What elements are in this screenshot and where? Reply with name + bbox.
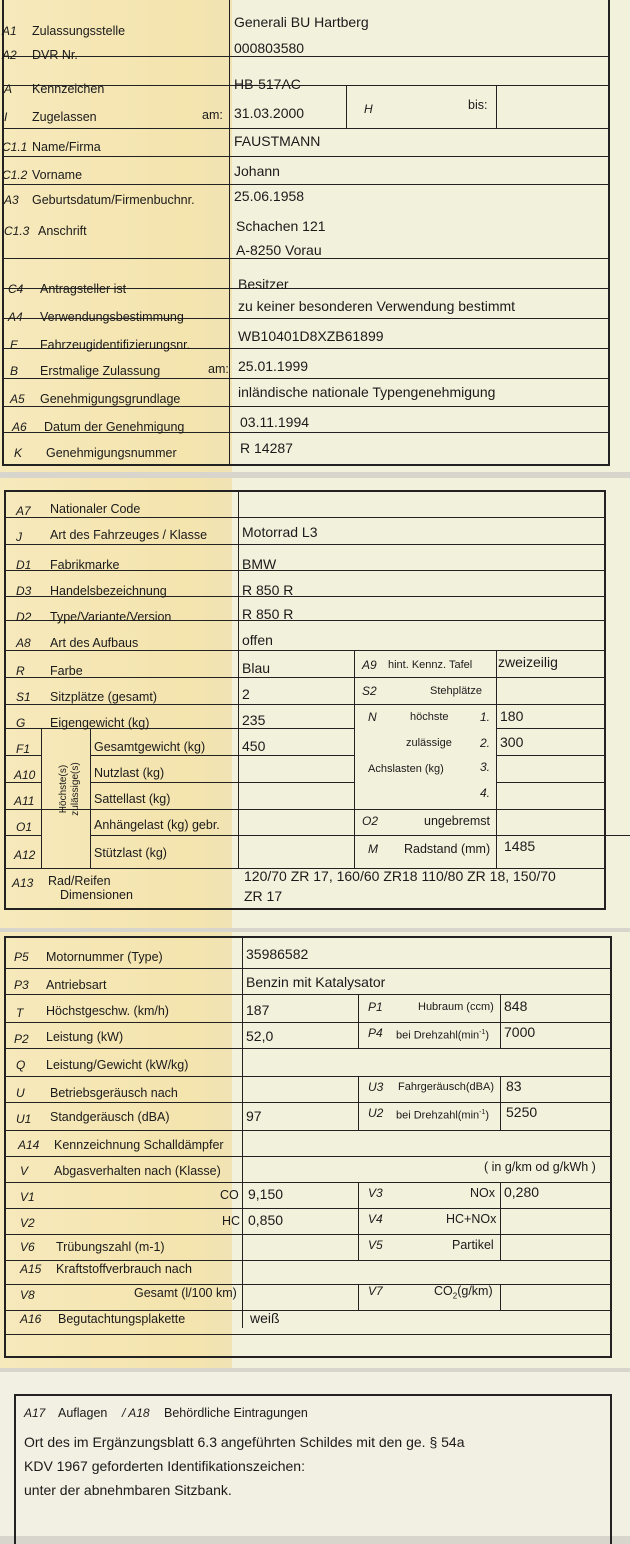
- code-n: N: [368, 710, 377, 724]
- code-v4: V4: [368, 1212, 383, 1226]
- code-p2: P2: [14, 1032, 29, 1046]
- value-dvr: 000803580: [234, 40, 305, 56]
- label-nutzlast: Nutzlast (kg): [94, 766, 165, 780]
- axle-4-number: 4.: [480, 786, 491, 800]
- section-3-paper: [0, 932, 630, 1368]
- code-m: M: [368, 842, 378, 856]
- label-aufbau: Art des Aufbaus: [50, 636, 139, 650]
- label-truebungszahl: Trübungszahl (m-1): [56, 1240, 165, 1254]
- value-vorname: Johann: [234, 163, 280, 179]
- value-gesamtgewicht: 450: [242, 738, 266, 754]
- value-standgeraeusch: 97: [246, 1108, 262, 1124]
- label-hc: HC: [222, 1214, 241, 1228]
- label-fahrgeraeusch: Fahrgeräusch(dBA): [398, 1081, 494, 1093]
- label-zulassungsstelle: Zulassungsstelle: [32, 24, 126, 38]
- code-u: U: [16, 1086, 25, 1100]
- remark-line-1: Ort des im Ergänzungsblatt 6.3 angeführten Schildes mit den ge. § 54a: [24, 1434, 465, 1450]
- remark-line-3: unter der abnehmbaren Sitzbank.: [24, 1482, 232, 1498]
- code-d1: D1: [16, 558, 32, 572]
- label-erstzulassung: Erstmalige Zulassung: [40, 364, 161, 378]
- axle-2-number: 2.: [480, 736, 491, 750]
- label-genehmigungsnummer: Genehmigungsnummer: [46, 446, 177, 460]
- code-v5: V5: [368, 1238, 383, 1252]
- value-co: 9,150: [248, 1186, 284, 1202]
- value-radstand: 1485: [504, 838, 536, 854]
- remark-line-2: KDV 1967 geforderten Identifikationszeichen:: [24, 1458, 305, 1474]
- label-sattellast: Sattellast (kg): [94, 792, 171, 806]
- code-v: V: [20, 1164, 29, 1178]
- label-dvr: DVR Nr.: [32, 48, 78, 62]
- code-c13: C1.3: [4, 224, 30, 238]
- label-zugelassen-am: am:: [202, 108, 223, 122]
- code-v1: V1: [20, 1190, 35, 1204]
- value-type-variante: R 850 R: [242, 606, 294, 622]
- axle-1-number: 1.: [480, 710, 491, 724]
- label-anschrift: Anschrift: [38, 224, 87, 238]
- code-a15: A15: [20, 1262, 42, 1276]
- code-a11: A11: [14, 794, 35, 808]
- label-gesamtgewicht: Gesamtgewicht (kg): [94, 740, 206, 754]
- label-sitzplaetze: Sitzplätze (gesamt): [50, 690, 157, 704]
- code-d3: D3: [16, 584, 32, 598]
- code-a17: A17: [24, 1406, 46, 1420]
- value-name-firma: FAUSTMANN: [234, 133, 321, 149]
- label-anhaengelast: Anhängelast (kg) gebr.: [94, 818, 220, 832]
- code-s2: S2: [362, 684, 377, 698]
- code-h: H: [364, 102, 373, 116]
- label-leistung-gewicht: Leistung/Gewicht (kW/kg): [46, 1058, 189, 1072]
- label-kennz-tafel: hint. Kennz. Tafel: [388, 659, 473, 671]
- value-reifen-1: 120/70 ZR 17, 160/60 ZR18 110/80 ZR 18, 150/70: [244, 868, 556, 884]
- label-hoechstgeschw: Höchstgeschw. (km/h): [46, 1004, 169, 1018]
- code-f1: F1: [16, 742, 31, 756]
- label-dimensionen: Dimensionen: [60, 888, 133, 902]
- value-geburtsdatum: 25.06.1958: [234, 188, 305, 204]
- code-u3: U3: [368, 1080, 384, 1094]
- code-c11: C1.1: [2, 140, 28, 154]
- code-p4: P4: [368, 1026, 383, 1040]
- label-kraftstoffverbrauch: Kraftstoffverbrauch nach: [56, 1262, 192, 1276]
- label-fin: Fahrzeugidentifizierungsnr.: [40, 338, 191, 352]
- value-drehzahl-u2: 5250: [506, 1104, 538, 1120]
- code-s1: S1: [16, 690, 31, 704]
- code-a6: A6: [12, 420, 27, 434]
- code-v3: V3: [368, 1186, 383, 1200]
- section-1-paper: [0, 0, 630, 472]
- value-anschrift-2: A-8250 Vorau: [236, 242, 322, 258]
- value-fabrikmarke: BMW: [242, 556, 277, 572]
- axle-3-number: 3.: [480, 760, 491, 774]
- label-drehzahl-u2: bei $Drehzahl(\min^{-1})$: [396, 1109, 490, 1122]
- value-fin: WB10401D8XZB61899: [238, 328, 384, 344]
- value-verwendung: zu keiner besonderen Verwendung bestimmt: [238, 298, 516, 314]
- code-a: A: [4, 82, 13, 96]
- code-p1: P1: [368, 1000, 383, 1014]
- label-antragsteller: Antragsteller ist: [40, 282, 127, 296]
- code-u2: U2: [368, 1106, 384, 1120]
- value-achslast-2: 300: [500, 734, 524, 750]
- code-r: R: [16, 664, 25, 678]
- code-a16: A16: [20, 1312, 42, 1326]
- value-zugelassen: 31.03.2000: [234, 105, 305, 121]
- label-geburtsdatum: Geburtsdatum/Firmenbuchnr.: [32, 193, 195, 207]
- label-achslast-hoechste: höchste: [410, 711, 449, 723]
- label-handelsbezeichnung: Handelsbezeichnung: [50, 584, 167, 598]
- label-begutachtungsplakette: Begutachtungsplakette: [58, 1312, 186, 1326]
- value-farbe: Blau: [242, 660, 271, 676]
- label-behoerdliche-eintragungen: Behördliche Eintragungen: [164, 1406, 308, 1420]
- code-g: G: [16, 716, 26, 730]
- label-achslasten: Achslasten (kg): [368, 763, 444, 775]
- value-hoechstgeschw: 187: [246, 1002, 270, 1018]
- label-eigengewicht: Eigengewicht (kg): [50, 716, 150, 730]
- value-genehmigungsgrundlage: inländische nationale Typengenehmigung: [238, 384, 496, 400]
- value-reifen-2: ZR 17: [244, 888, 283, 904]
- label-genehmigungsgrundlage: Genehmigungsgrundlage: [40, 392, 181, 406]
- label-stuetzlast: Stützlast (kg): [94, 846, 167, 860]
- value-erstzulassung: 25.01.1999: [238, 358, 309, 374]
- code-a2: A2: [2, 48, 17, 62]
- label-kennzeichen: Kennzeichen: [32, 82, 105, 96]
- section-4-paper: [0, 1372, 630, 1536]
- code-b: B: [10, 364, 19, 378]
- label-nationaler-code: Nationaler Code: [50, 502, 141, 516]
- value-genehmigungsdatum: 03.11.1994: [240, 414, 310, 430]
- code-v7: V7: [368, 1284, 383, 1298]
- code-a13: A13: [12, 876, 34, 890]
- code-p5: P5: [14, 950, 29, 964]
- label-name-firma: Name/Firma: [32, 140, 101, 154]
- label-co: CO: [220, 1188, 239, 1202]
- label-achslast-zulaessige: zulässige: [406, 737, 452, 749]
- code-a1: A1: [2, 24, 17, 38]
- label-verwendung: Verwendungsbestimmung: [40, 310, 184, 324]
- value-begutachtungsplakette: weiß: [250, 1310, 280, 1326]
- value-fahrzeugart: Motorrad L3: [242, 524, 318, 540]
- vertical-label-hoechste: Höchste(s): [58, 764, 69, 814]
- label-ungebremst: ungebremst: [424, 814, 491, 828]
- vertical-label-zulaessige: zulässige(s): [70, 762, 81, 816]
- code-a4: A4: [8, 310, 23, 324]
- code-u1: U1: [16, 1112, 32, 1126]
- label-erstzulassung-am: am:: [208, 362, 229, 376]
- label-leistung: Leistung (kW): [46, 1030, 124, 1044]
- value-hubraum: 848: [504, 998, 528, 1014]
- value-fahrgeraeusch: 83: [506, 1078, 522, 1094]
- code-a14: A14: [18, 1138, 40, 1152]
- label-fabrikmarke: Fabrikmarke: [50, 558, 120, 572]
- label-abgasverhalten: Abgasverhalten nach (Klasse): [54, 1164, 221, 1178]
- value-zulassungsstelle: Generali BU Hartberg: [234, 14, 369, 30]
- label-partikel: Partikel: [452, 1238, 494, 1252]
- code-o2: O2: [362, 814, 379, 828]
- code-k: K: [14, 446, 23, 460]
- value-antragsteller: Besitzer: [238, 276, 289, 292]
- label-motornummer: Motornummer (Type): [46, 950, 163, 964]
- label-stehplaetze: Stehplätze: [430, 685, 482, 697]
- code-a7: A7: [16, 504, 31, 518]
- code-j: J: [16, 530, 22, 544]
- value-kennzeichen: HB-517AC: [234, 76, 301, 92]
- value-genehmigungsnummer: R 14287: [240, 440, 293, 456]
- label-genehmigungsdatum: Datum der Genehmigung: [44, 420, 185, 434]
- label-schalldaempfer: Kennzeichnung Schalldämpfer: [54, 1138, 224, 1152]
- value-anschrift-1: Schachen 121: [236, 218, 326, 234]
- code-i: I: [4, 110, 8, 124]
- label-fahrzeugart: Art des Fahrzeuges / Klasse: [50, 528, 208, 542]
- label-hc-nox: HC+NOx: [446, 1212, 497, 1226]
- label-antriebsart: Antriebsart: [46, 978, 107, 992]
- label-vorname: Vorname: [32, 168, 83, 182]
- code-a9: A9: [362, 658, 377, 672]
- label-standgeraeusch: Standgeräusch (dBA): [50, 1110, 170, 1124]
- code-a8: A8: [16, 636, 31, 650]
- label-bis: bis:: [468, 98, 488, 112]
- code-p3: P3: [14, 978, 29, 992]
- value-leistung: 52,0: [246, 1028, 274, 1044]
- code-a18: / A18: [122, 1406, 150, 1420]
- value-motornummer: 35986582: [246, 946, 309, 962]
- code-a5: A5: [10, 392, 25, 406]
- value-aufbau: offen: [242, 632, 273, 648]
- code-e: E: [10, 338, 19, 352]
- code-a10: A10: [14, 768, 36, 782]
- label-drehzahl-p4: bei $Drehzahl(\min^{-1})$: [396, 1029, 490, 1042]
- label-abgas-einheit: ( in g/km od g/kWh ): [484, 1160, 596, 1174]
- section-2-paper: [0, 478, 630, 928]
- label-rad-reifen: Rad/Reifen: [48, 874, 111, 888]
- label-type-variante: Type/Variante/Version: [50, 610, 172, 624]
- code-t: T: [16, 1006, 24, 1020]
- code-o1: O1: [16, 820, 33, 834]
- label-verbrauch-gesamt: Gesamt (l/100 km): [134, 1286, 237, 1300]
- label-betriebsgeraeusch: Betriebsgeräusch nach: [50, 1086, 178, 1100]
- code-c12: C1.2: [2, 168, 28, 182]
- label-nox: NOx: [470, 1186, 495, 1200]
- code-v6: V6: [20, 1240, 35, 1254]
- value-drehzahl-p4: 7000: [504, 1024, 536, 1040]
- label-hubraum: Hubraum (ccm): [418, 1001, 494, 1013]
- value-sitzplaetze: 2: [242, 686, 250, 702]
- label-zugelassen: Zugelassen: [32, 110, 97, 124]
- value-kennz-tafel: zweizeilig: [498, 654, 558, 670]
- code-a3: A3: [4, 193, 19, 207]
- code-v8: V8: [20, 1288, 35, 1302]
- value-hc: 0,850: [248, 1212, 284, 1228]
- value-handelsbezeichnung: R 850 R: [242, 582, 294, 598]
- code-q: Q: [16, 1058, 26, 1072]
- code-d2: D2: [16, 610, 32, 624]
- label-auflagen: Auflagen: [58, 1406, 108, 1420]
- value-nox: 0,280: [504, 1184, 540, 1200]
- label-radstand: Radstand (mm): [404, 842, 491, 856]
- code-a12: A12: [14, 848, 36, 862]
- value-antriebsart: Benzin mit Katalysator: [246, 974, 386, 990]
- value-achslast-1: 180: [500, 708, 524, 724]
- code-c4: C4: [8, 282, 24, 296]
- code-v2: V2: [20, 1216, 35, 1230]
- label-co2: $CO_2(g/km)$: [434, 1284, 493, 1301]
- value-eigengewicht: 235: [242, 712, 266, 728]
- label-farbe: Farbe: [50, 664, 83, 678]
